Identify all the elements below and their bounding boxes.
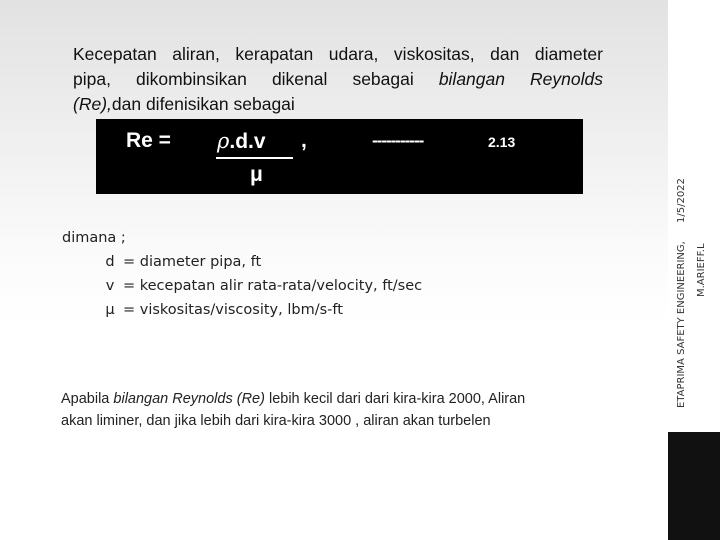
definition-symbol: v: [105, 278, 115, 294]
definition-item: [103, 278, 422, 294]
definition-desc: = diameter pipa, ft: [123, 254, 262, 270]
formula-fraction-bar: [216, 157, 293, 159]
definition-item: [103, 254, 261, 270]
formula-numerator: [217, 129, 266, 154]
definitions-heading: dimana ;: [62, 230, 126, 246]
intro-line-1: Kecepatan aliran, kerapatan udara, viskositas, dan diameter: [73, 44, 603, 64]
formula-lhs: Re =: [126, 129, 171, 152]
intro-line-2: [73, 67, 603, 92]
sidebar-dark-block: [668, 432, 720, 540]
conclusion-part-4: akan liminer, dan jika lebih dari kira-kira 3000 , aliran akan turbelen: [61, 413, 491, 429]
formula-comma: ,: [301, 129, 307, 152]
definition-symbol: μ: [105, 302, 115, 318]
intro-reynolds-term: bilangan Reynolds: [438, 69, 603, 89]
definition-desc: = viskositas/viscosity, lbm/s-ft: [123, 302, 343, 318]
intro-line-2-text: pipa, dikombinsikan dikenal sebagai: [73, 69, 439, 89]
definition-item: [103, 302, 343, 318]
formula-numerator-rest: .d.v: [229, 130, 266, 153]
conclusion-part-3: lebih kecil dari dari kira-kira 2000, Aliran: [264, 391, 526, 407]
formula-equation-number: 2.13: [488, 134, 516, 150]
formula-dash-leader: -----------: [372, 131, 424, 150]
conclusion-part-1: Apabila: [61, 391, 114, 407]
reynolds-formula-image: [96, 119, 583, 194]
footer-author: M.ARIEFF.L: [696, 243, 707, 297]
definition-symbol: d: [105, 254, 115, 270]
definition-desc: = kecepatan alir rata-rata/velocity, ft/sec: [123, 278, 423, 294]
conclusion-reynolds-term: bilangan Reynolds (Re): [113, 391, 265, 407]
intro-line-3-text: dan difenisikan sebagai: [111, 94, 295, 114]
formula-rho-symbol: ρ: [217, 129, 230, 153]
intro-paragraph: [73, 42, 603, 117]
intro-re-abbrev: (Re),: [73, 94, 112, 114]
formula-denominator: μ: [250, 163, 263, 186]
footer-date: 1/5/2022: [676, 178, 687, 223]
intro-line-3: [73, 92, 603, 117]
footer-organization: ETAPRIMA SAFETY ENGINEERING,: [676, 241, 687, 408]
conclusion-paragraph: [61, 388, 606, 432]
